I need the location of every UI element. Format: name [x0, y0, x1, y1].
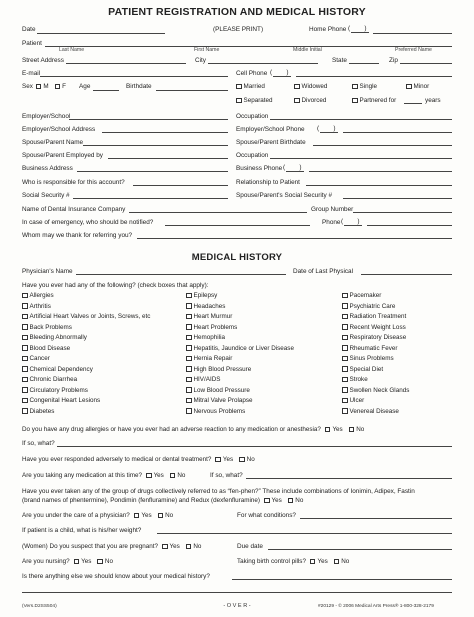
condition-checkbox[interactable]: [22, 377, 28, 383]
condition-label: Back Problems: [29, 323, 72, 331]
condition-item[interactable]: [342, 408, 399, 415]
condition-checkbox[interactable]: [342, 387, 348, 393]
business-phone-field[interactable]: [309, 171, 452, 172]
emergency-phone-field[interactable]: [367, 225, 452, 226]
condition-item[interactable]: [22, 376, 77, 383]
condition-label: Bleeding Abnormally: [29, 334, 87, 341]
yes-label: Yes: [317, 558, 328, 565]
medication-yes-checkbox[interactable]: [146, 473, 152, 479]
home-phone-field[interactable]: [373, 33, 452, 34]
pregnant-no-checkbox[interactable]: [186, 544, 192, 550]
condition-item[interactable]: [342, 292, 381, 299]
occupation2-field[interactable]: [270, 158, 452, 159]
insurance-label: Name of Dental Insurance Company: [22, 206, 126, 213]
condition-label: Swollen Neck Glands: [349, 386, 410, 394]
child-weight-field[interactable]: [157, 533, 452, 534]
last-name-caption: Last Name: [59, 47, 85, 53]
condition-item[interactable]: [22, 303, 51, 310]
relationship-label: Relationship to Patient: [236, 179, 300, 186]
separated-label: Separated: [243, 97, 273, 104]
fenphen-no-checkbox[interactable]: [288, 498, 294, 504]
condition-checkbox[interactable]: [186, 377, 192, 383]
sex-m-checkbox[interactable]: [36, 84, 42, 90]
business-areacode-line: [286, 171, 304, 172]
patient-name-field[interactable]: [45, 46, 452, 47]
minor-label: Minor: [413, 83, 430, 90]
adverse-question: [22, 456, 255, 463]
if-so-what-label: If so, what?: [22, 440, 55, 447]
condition-checkbox[interactable]: [186, 387, 192, 393]
responsible-field[interactable]: [133, 185, 228, 186]
condition-label: Artificial Heart Valves or Joints, Screws, etc: [29, 313, 151, 320]
physician-care-yes-checkbox[interactable]: [134, 513, 140, 519]
condition-item[interactable]: [22, 324, 72, 331]
condition-checkbox[interactable]: [22, 314, 28, 320]
referring-label: Whom may we thank for referring you?: [22, 232, 133, 239]
condition-item[interactable]: [22, 408, 54, 415]
middle-initial-caption: Middle Initial: [293, 47, 322, 53]
condition-label: Chronic Diarrhea: [29, 376, 78, 383]
cell-areacode-line: [273, 76, 291, 77]
last-physical-label: Date of Last Physical: [293, 268, 354, 275]
divorced-label: Divorced: [301, 97, 327, 104]
occupation-field[interactable]: [270, 119, 452, 120]
condition-label: Hemophilia: [193, 334, 225, 341]
insurance-field[interactable]: [129, 212, 307, 213]
group-number-label: Group Number: [311, 206, 354, 213]
condition-item[interactable]: [22, 313, 150, 320]
condition-item[interactable]: [342, 366, 383, 373]
yes-label: Yes: [332, 426, 343, 433]
physician-care-no-checkbox[interactable]: [158, 513, 164, 519]
no-label: No: [356, 426, 365, 433]
condition-label: Epilepsy: [193, 292, 218, 299]
spouse-employer-field[interactable]: [108, 158, 228, 159]
home-phone-areacode[interactable]: ( ): [348, 25, 367, 32]
please-print-note: (PLEASE PRINT): [213, 26, 264, 33]
fenphen-text: (brand names of phentermine), Pondimin (fenfluramine) and Redux (dexfenfluramine): [22, 497, 261, 504]
yes-label: Yes: [222, 456, 234, 463]
referring-field[interactable]: [137, 238, 452, 239]
condition-item[interactable]: [22, 355, 50, 362]
condition-label: Special Diet: [349, 365, 384, 373]
employer-phone-label: Employer/School Phone: [236, 126, 305, 133]
condition-item[interactable]: [186, 397, 253, 404]
condition-item[interactable]: [186, 313, 232, 320]
state-label: State: [332, 57, 347, 64]
form-title: PATIENT REGISTRATION AND MEDICAL HISTORY: [108, 6, 366, 18]
sex-f-checkbox[interactable]: [55, 84, 61, 90]
condition-label: Mitral Valve Prolapse: [193, 397, 253, 404]
nursing-yes-checkbox[interactable]: [74, 559, 80, 565]
condition-checkbox[interactable]: [186, 356, 192, 362]
yes-label: Yes: [271, 497, 282, 504]
business-address-field[interactable]: [77, 171, 228, 172]
condition-item[interactable]: [22, 366, 93, 373]
condition-label: Cancer: [29, 355, 50, 362]
condition-item[interactable]: [342, 387, 409, 394]
married-label: Married: [243, 83, 265, 90]
condition-label: Headaches: [193, 302, 226, 310]
condition-label: Low Blood Pressure: [193, 386, 250, 394]
copyright-notice: #20129 - © 2006 Medical Arts Press® 1-800-328-2179: [318, 604, 434, 609]
employer-areacode-line: [320, 132, 338, 133]
condition-checkbox[interactable]: [342, 293, 348, 299]
condition-label: Arthritis: [29, 302, 51, 310]
condition-checkbox[interactable]: [186, 335, 192, 341]
condition-checkbox[interactable]: [22, 324, 28, 330]
condition-item[interactable]: [186, 292, 217, 299]
condition-checkbox[interactable]: [22, 387, 28, 393]
birth-control-yes-checkbox[interactable]: [310, 559, 316, 565]
adverse-no-checkbox[interactable]: [239, 457, 245, 463]
no-label: No: [341, 558, 350, 565]
condition-label: Chemical Dependency: [29, 365, 93, 373]
responsible-label: Who is responsible for this account?: [22, 179, 125, 186]
occupation2-label: Occupation: [236, 152, 269, 159]
condition-checkbox[interactable]: [342, 345, 348, 351]
condition-label: Blood Disease: [29, 344, 71, 352]
birth-control-text: Taking birth control pills?: [237, 558, 306, 565]
medication-question: [22, 472, 185, 479]
condition-label: Heart Murmur: [193, 313, 233, 320]
first-name-caption: First Name: [194, 47, 220, 53]
condition-label: HIV/AIDS: [193, 376, 221, 383]
married-checkbox[interactable]: [236, 84, 242, 90]
condition-label: Congenital Heart Lesions: [29, 397, 101, 404]
pregnant-yes-checkbox[interactable]: [162, 544, 168, 550]
condition-label: Stroke: [349, 376, 368, 383]
condition-item[interactable]: [342, 355, 394, 362]
physician-care-text: Are you under the care of a physician?: [22, 512, 130, 519]
drug-allergy-question: [22, 426, 364, 433]
condition-checkbox[interactable]: [186, 324, 192, 330]
city-label: City: [195, 57, 207, 64]
state-field[interactable]: [349, 63, 379, 64]
condition-checkbox[interactable]: [22, 303, 28, 309]
spouse-birthdate-label: Spouse/Parent Birthdate: [236, 139, 306, 146]
minor-checkbox[interactable]: [406, 84, 412, 90]
separated-checkbox[interactable]: [236, 98, 242, 104]
pregnant-question: [22, 543, 201, 550]
home-phone-label: Home Phone: [309, 26, 347, 33]
condition-checkbox[interactable]: [342, 335, 348, 341]
condition-item[interactable]: [186, 303, 225, 310]
condition-checkbox[interactable]: [22, 366, 28, 372]
email-field[interactable]: [40, 76, 228, 77]
age-label: Age: [79, 83, 91, 90]
condition-item[interactable]: [342, 324, 406, 331]
anything-else-label: Is there anything else we should know about your medical history?: [22, 573, 210, 580]
due-date-field[interactable]: [268, 549, 452, 550]
drug-allergy-text: Do you have any drug allergies or have you ever had an adverse reaction to any medication or anesthesia?: [22, 426, 321, 433]
condition-item[interactable]: [186, 345, 294, 352]
emergency-phone-label: Phone: [322, 219, 341, 226]
condition-item[interactable]: [186, 387, 250, 394]
marital-widowed[interactable]: [294, 83, 327, 90]
condition-label: Respiratory Disease: [349, 334, 407, 341]
version-code: (Vers.D2SS504): [22, 604, 57, 609]
anything-else-field-2[interactable]: [22, 592, 452, 593]
spouse-ssn-field[interactable]: [343, 198, 452, 199]
marital-separated[interactable]: [236, 97, 273, 104]
employer-address-field[interactable]: [102, 132, 228, 133]
condition-item[interactable]: [186, 408, 245, 415]
marital-partnered[interactable]: [352, 97, 396, 104]
single-label: Single: [359, 83, 378, 90]
spouse-ssn-label: Spouse/Parent's Social Security #: [236, 192, 333, 199]
condition-checkbox[interactable]: [342, 324, 348, 330]
yes-label: Yes: [141, 512, 152, 519]
adverse-yes-checkbox[interactable]: [215, 457, 221, 463]
business-phone-label: Business Phone: [236, 165, 283, 172]
condition-label: Circulatory Problems: [29, 386, 88, 394]
drug-allergy-yes-checkbox[interactable]: [325, 427, 331, 433]
marital-married[interactable]: [236, 83, 265, 90]
city-field[interactable]: [208, 63, 318, 64]
condition-label: Nervous Problems: [193, 407, 246, 415]
birthdate-field[interactable]: [156, 90, 228, 91]
group-number-field[interactable]: [353, 212, 452, 213]
drug-allergy-no-checkbox[interactable]: [349, 427, 355, 433]
no-label: No: [177, 472, 186, 479]
nursing-question: [22, 558, 113, 565]
condition-item[interactable]: [342, 334, 406, 341]
condition-item[interactable]: [186, 376, 220, 383]
condition-checkbox[interactable]: [186, 408, 192, 414]
occupation-label: Occupation: [236, 113, 269, 120]
street-address-label: Street Address: [22, 57, 64, 64]
no-label: No: [165, 512, 174, 519]
conditions-question: Have you ever had any of the following? (check boxes that apply):: [22, 282, 209, 289]
spouse-birthdate-field[interactable]: [313, 145, 452, 146]
age-field[interactable]: [93, 90, 119, 91]
condition-item[interactable]: [22, 387, 88, 394]
physician-label: Physician's Name: [22, 268, 73, 275]
condition-label: Recent Weight Loss: [349, 323, 406, 331]
condition-label: Psychiatric Care: [349, 302, 396, 310]
employer-phone-field[interactable]: [343, 132, 452, 133]
condition-checkbox[interactable]: [342, 303, 348, 309]
condition-checkbox[interactable]: [342, 398, 348, 404]
last-physical-field[interactable]: [361, 274, 452, 275]
condition-checkbox[interactable]: [186, 366, 192, 372]
widowed-checkbox[interactable]: [294, 84, 300, 90]
condition-checkbox[interactable]: [22, 345, 28, 351]
ssn-field[interactable]: [73, 198, 228, 199]
patient-label: Patient: [22, 40, 42, 47]
yes-label: Yes: [81, 558, 92, 565]
for-what-label: For what conditions?: [237, 512, 296, 519]
nursing-text: Are you nursing?: [22, 558, 70, 565]
date-field[interactable]: [37, 33, 165, 34]
condition-checkbox[interactable]: [342, 408, 348, 414]
condition-item[interactable]: [186, 355, 232, 362]
employer-phone-areacode[interactable]: ( ): [317, 125, 336, 132]
cell-phone-field[interactable]: [296, 76, 452, 77]
condition-item[interactable]: [186, 324, 237, 331]
child-weight-label: If patient is a child, what is his/her weight?: [22, 527, 142, 534]
condition-item[interactable]: [342, 397, 364, 404]
business-address-label: Business Address: [22, 165, 73, 172]
condition-item[interactable]: [342, 313, 406, 320]
condition-label: Ulcer: [349, 397, 365, 404]
if-so-what-label-2: If so, what?: [210, 472, 243, 479]
condition-label: Pacemaker: [349, 292, 382, 299]
condition-item[interactable]: [22, 334, 87, 341]
street-address-field[interactable]: [66, 63, 186, 64]
condition-item[interactable]: [186, 366, 251, 373]
condition-checkbox[interactable]: [22, 408, 28, 414]
birthdate-label: Birthdate: [126, 83, 152, 90]
cell-phone-label: Cell Phone: [236, 70, 268, 77]
condition-item[interactable]: [342, 376, 368, 383]
anything-else-field[interactable]: [232, 579, 452, 580]
fenphen-question-line1: Have you ever taken any of the group of drugs collectively referred to as “fen-phen?” These include combinations of Ionimin, Adipex, Fastin: [22, 488, 415, 495]
condition-checkbox[interactable]: [22, 356, 28, 362]
condition-checkbox[interactable]: [342, 377, 348, 383]
condition-checkbox[interactable]: [22, 335, 28, 341]
condition-item[interactable]: [22, 397, 100, 404]
preferred-name-caption: Preferred Name: [395, 47, 432, 53]
employer-address-label: Employer/School Address: [22, 126, 96, 133]
no-label: No: [193, 543, 202, 550]
condition-checkbox[interactable]: [186, 345, 192, 351]
fenphen-question-line2: [22, 497, 303, 504]
condition-checkbox[interactable]: [22, 293, 28, 299]
condition-label: Allergies: [29, 292, 54, 299]
condition-label: Hepatitis, Jaundice or Liver Disease: [193, 344, 294, 352]
birth-control-question: [237, 558, 349, 565]
condition-checkbox[interactable]: [186, 398, 192, 404]
condition-label: Venereal Disease: [349, 407, 399, 415]
medication-text: Are you taking any medication at this time?: [22, 472, 143, 479]
allergy-details-field[interactable]: [57, 446, 452, 447]
spouse-name-field[interactable]: [83, 145, 228, 146]
condition-label: Heart Problems: [193, 323, 238, 331]
condition-item[interactable]: [342, 345, 397, 352]
home-areacode-line: [351, 32, 369, 33]
business-phone-areacode[interactable]: ( ): [283, 164, 302, 171]
email-label: E-mail: [22, 70, 41, 77]
sex-group: [22, 83, 66, 90]
over-indicator: - O V E R -: [223, 603, 251, 609]
conditions-field[interactable]: [300, 518, 452, 519]
condition-checkbox[interactable]: [342, 314, 348, 320]
condition-item[interactable]: [22, 345, 70, 352]
condition-checkbox[interactable]: [186, 303, 192, 309]
marital-divorced[interactable]: [294, 97, 326, 104]
condition-label: Hernia Repair: [193, 355, 233, 362]
physician-care-question: [22, 512, 173, 519]
nursing-no-checkbox[interactable]: [97, 559, 103, 565]
zip-label: Zip: [389, 57, 398, 64]
condition-checkbox[interactable]: [186, 293, 192, 299]
sex-m-label: M: [43, 83, 49, 90]
condition-item[interactable]: [22, 292, 54, 299]
condition-checkbox[interactable]: [22, 398, 28, 404]
birth-control-no-checkbox[interactable]: [334, 559, 340, 565]
emergency-label: In case of emergency, who should be notified?: [22, 219, 154, 226]
medical-history-title: MEDICAL HISTORY: [191, 252, 283, 263]
spouse-name-label: Spouse/Parent Name: [22, 139, 84, 146]
condition-checkbox[interactable]: [186, 314, 192, 320]
due-date-label: Due date: [237, 543, 263, 550]
pregnant-text: (Women) Do you suspect that you are pregnant?: [22, 543, 159, 550]
employer-school-field[interactable]: [69, 119, 228, 120]
partnered-years-field[interactable]: [404, 103, 422, 104]
sex-f-label: F: [62, 83, 66, 90]
relationship-field[interactable]: [306, 185, 452, 186]
years-label: years: [425, 97, 441, 104]
fenphen-yes-checkbox[interactable]: [264, 498, 270, 504]
condition-label: High Blood Pressure: [193, 365, 252, 373]
partnered-label: Partnered for: [359, 97, 397, 104]
yes-label: Yes: [169, 543, 180, 550]
condition-label: Sinus Problems: [349, 355, 394, 362]
condition-label: Diabetes: [29, 407, 55, 415]
physician-field[interactable]: [76, 274, 286, 275]
adverse-text: Have you ever responded adversely to medical or dental treatment?: [22, 456, 212, 463]
cell-phone-areacode[interactable]: ( ): [270, 69, 289, 76]
emergency-areacode-line: [344, 225, 362, 226]
employer-school-label: Employer/School: [22, 113, 71, 120]
medication-no-checkbox[interactable]: [170, 473, 176, 479]
no-label: No: [104, 558, 113, 565]
divorced-checkbox[interactable]: [294, 98, 300, 104]
yes-label: Yes: [153, 472, 164, 479]
condition-checkbox[interactable]: [342, 356, 348, 362]
widowed-label: Widowed: [301, 83, 328, 90]
medication-details-field[interactable]: [246, 478, 452, 479]
emergency-field[interactable]: [165, 225, 310, 226]
zip-field[interactable]: [400, 63, 452, 64]
marital-minor[interactable]: [406, 83, 429, 90]
condition-item[interactable]: [342, 303, 395, 310]
condition-label: Radiation Treatment: [349, 313, 407, 320]
condition-checkbox[interactable]: [342, 366, 348, 372]
date-label: Date: [22, 26, 36, 33]
ssn-label: Social Security #: [22, 192, 70, 199]
condition-item[interactable]: [186, 334, 225, 341]
spouse-employer-label: Spouse/Parent Employed by: [22, 152, 103, 159]
emergency-phone-areacode[interactable]: ( ): [341, 218, 360, 225]
no-label: No: [246, 456, 255, 463]
condition-label: Rheumatic Fever: [349, 344, 398, 352]
partnered-checkbox[interactable]: [352, 98, 358, 104]
no-label: No: [295, 497, 304, 504]
single-checkbox[interactable]: [352, 84, 358, 90]
sex-label: Sex: [22, 83, 33, 90]
marital-single[interactable]: [352, 83, 377, 90]
